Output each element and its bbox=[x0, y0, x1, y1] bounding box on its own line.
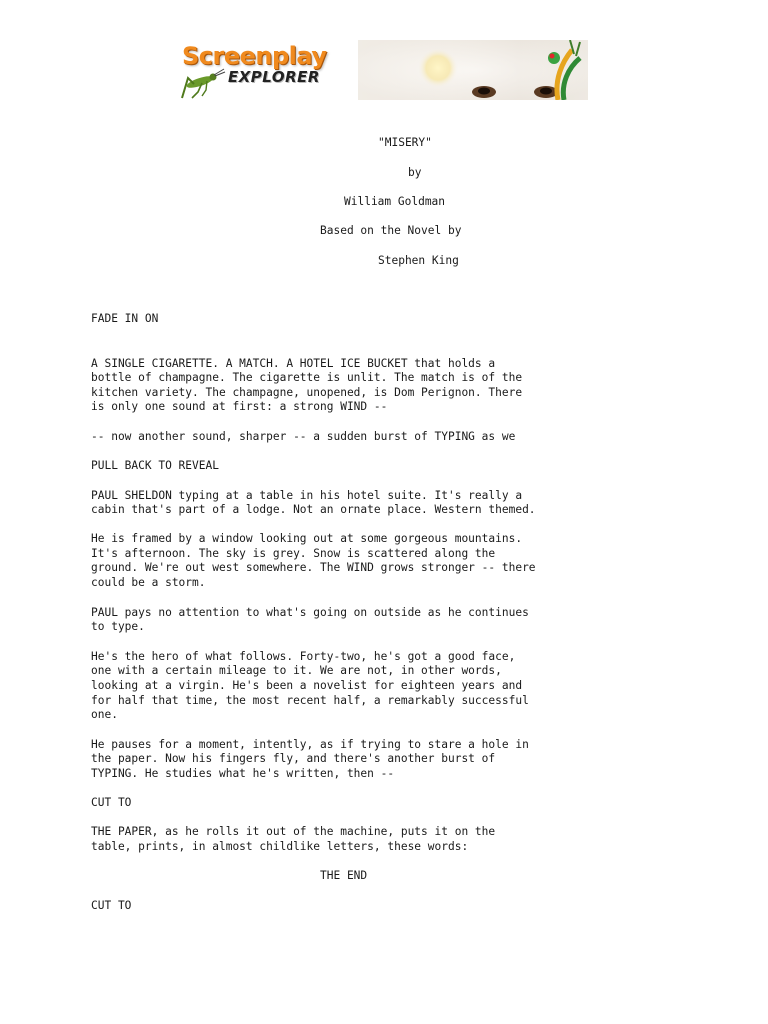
action-line: kitchen variety. The champagne, unopened, is Dom Perignon. There bbox=[91, 386, 523, 399]
action-line: He's the hero of what follows. Forty-two, he's got a good face, bbox=[91, 650, 516, 663]
action-line: to type. bbox=[91, 620, 145, 633]
action-line: ground. We're out west somewhere. The WIND grows stronger -- there bbox=[91, 561, 536, 574]
action-line: for half that time, the most recent half, a remarkably successful bbox=[91, 694, 529, 707]
transition-cut-to: CUT TO bbox=[91, 796, 132, 809]
transition-cut-to: CUT TO bbox=[91, 899, 132, 912]
action-line: looking at a virgin. He's been a novelist for eighteen years and bbox=[91, 679, 523, 692]
author-name: William Goldman bbox=[344, 195, 446, 208]
byline: by bbox=[408, 166, 422, 179]
action-line: It's afternoon. The sky is grey. Snow is scattered along the bbox=[91, 547, 496, 560]
novelist-name: Stephen King bbox=[378, 254, 459, 267]
action-line: table, prints, in almost childlike letters, these words: bbox=[91, 840, 469, 853]
based-on-line: Based on the Novel by bbox=[320, 224, 462, 237]
action-line: He pauses for a moment, intently, as if trying to stare a hole in bbox=[91, 738, 529, 751]
transition-fade-in: FADE IN ON bbox=[91, 312, 159, 325]
the-end-insert: THE END bbox=[320, 869, 368, 882]
action-line: A SINGLE CIGARETTE. A MATCH. A HOTEL ICE BUCKET that holds a bbox=[91, 357, 496, 370]
transition-pull-back: PULL BACK TO REVEAL bbox=[91, 459, 219, 472]
action-line: could be a storm. bbox=[91, 576, 206, 589]
action-line: -- now another sound, sharper -- a sudden burst of TYPING as we bbox=[91, 430, 516, 443]
logo-main-text: Screenplay bbox=[182, 42, 327, 70]
action-line: one. bbox=[91, 708, 118, 721]
action-line: PAUL SHELDON typing at a table in his hotel suite. It's really a bbox=[91, 489, 523, 502]
action-line: cabin that's part of a lodge. Not an ornate place. Western themed. bbox=[91, 503, 536, 516]
action-line: THE PAPER, as he rolls it out of the machine, puts it on the bbox=[91, 825, 496, 838]
script-title: "MISERY" bbox=[378, 136, 432, 149]
action-line: is only one sound at first: a strong WIND -- bbox=[91, 400, 388, 413]
action-line: PAUL pays no attention to what's going on outside as he continues bbox=[91, 606, 529, 619]
action-line: TYPING. He studies what he's written, then -- bbox=[91, 767, 395, 780]
action-line: one with a certain mileage to it. We are not, in other words, bbox=[91, 664, 502, 677]
action-line: the paper. Now his fingers fly, and there's another burst of bbox=[91, 752, 496, 765]
action-line: He is framed by a window looking out at some gorgeous mountains. bbox=[91, 532, 523, 545]
action-line: bottle of champagne. The cigarette is unlit. The match is of the bbox=[91, 371, 523, 384]
logo-sub-text: EXPLORER bbox=[228, 68, 320, 86]
